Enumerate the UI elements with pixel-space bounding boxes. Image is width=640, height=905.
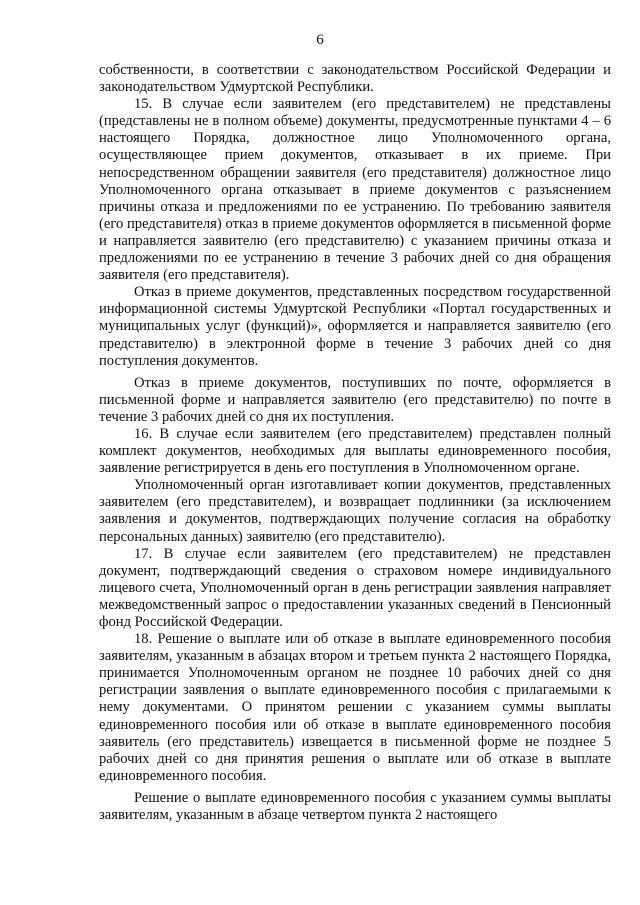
paragraph: 18. Решение о выплате или об отказе в выплате единовременного пособия заявителям, указанным в абзацах втором и третьем пункта 2 настоящего Порядка, принимается Уполномоченным органом не позднее 10 рабочих дней со дня регистрации заявления о выплате единовременного пособия с прилагаемыми к нему документами. О принятом решении с указанием суммы выплаты единовременного пособия или об отказе в выплате единовременного пособия заявитель (его представитель) извещается в письменной форме не позднее 5 рабочих дней со дня принятия решения о выплате или об отказе в выплате единовременного пособия. — [99, 631, 611, 784]
paragraph: 17. В случае если заявителем (его представителем) не представлен документ, подтверждающий сведения о страховом номере индивидуального лицевого счета, Уполномоченный орган в день регистрации заявления направляет межведомственный запрос о предоставлении указанных сведений в Пенсионный фонд Российской Федерации. — [99, 545, 611, 630]
paragraph: Отказ в приеме документов, поступивших по почте, оформляется в письменной форме и направляется заявителю (его представителю) по почте в течение 3 рабочих дней со дня их поступления. — [99, 374, 611, 425]
paragraph: 15. В случае если заявителем (его представителем) не представлены (представлены не в полном объеме) документы, предусмотренные пунктами 4 – 6 настоящего Порядка, должностное лицо Уполномоченного органа, осуществляющее прием документов, отказывает в их приеме. При непосредственном обращении заявителя (его представителя) должностное лицо Уполномоченного органа отказывает в приеме документов с разъяснением причины отказа и предложениями по ее устранению. По требованию заявителя (его представителя) отказ в приеме документов оформляется в письменной форме и направляется заявителю (его представителю) с указанием причины отказа и предложениями по ее устранению в течение 3 рабочих дней со дня обращения заявителя (его представителя). — [99, 96, 611, 284]
paragraph: Решение о выплате единовременного пособия с указанием суммы выплаты заявителям, указанным в абзаце четвертом пункта 2 настоящего — [99, 789, 611, 824]
page-number: 6 — [316, 32, 324, 48]
paragraph: Отказ в приеме документов, представленных посредством государственной информационной системы Удмуртской Республики «Портал государственных и муниципальных услуг (функций)», оформляется и направляется заявителю (его представителю) в электронной форме в течение 3 рабочих дней со дня поступления документов. — [99, 284, 611, 369]
paragraph: Уполномоченный орган изготавливает копии документов, представленных заявителем (его представителем), и возвращает подлинники (за исключением заявления и документов, подтверждающих получение согласия на обработку персональных данных) заявителю (его представителю). — [99, 477, 611, 545]
paragraph: 16. В случае если заявителем (его представителем) представлен полный комплект документов, необходимых для выплаты единовременного пособия, заявление регистрируется в день его поступления в Уполномоченном органе. — [99, 425, 611, 477]
document-body — [99, 62, 611, 824]
paragraph: собственности, в соответствии с законодательством Российской Федерации и законодательством Удмуртской Республики. — [99, 62, 611, 96]
